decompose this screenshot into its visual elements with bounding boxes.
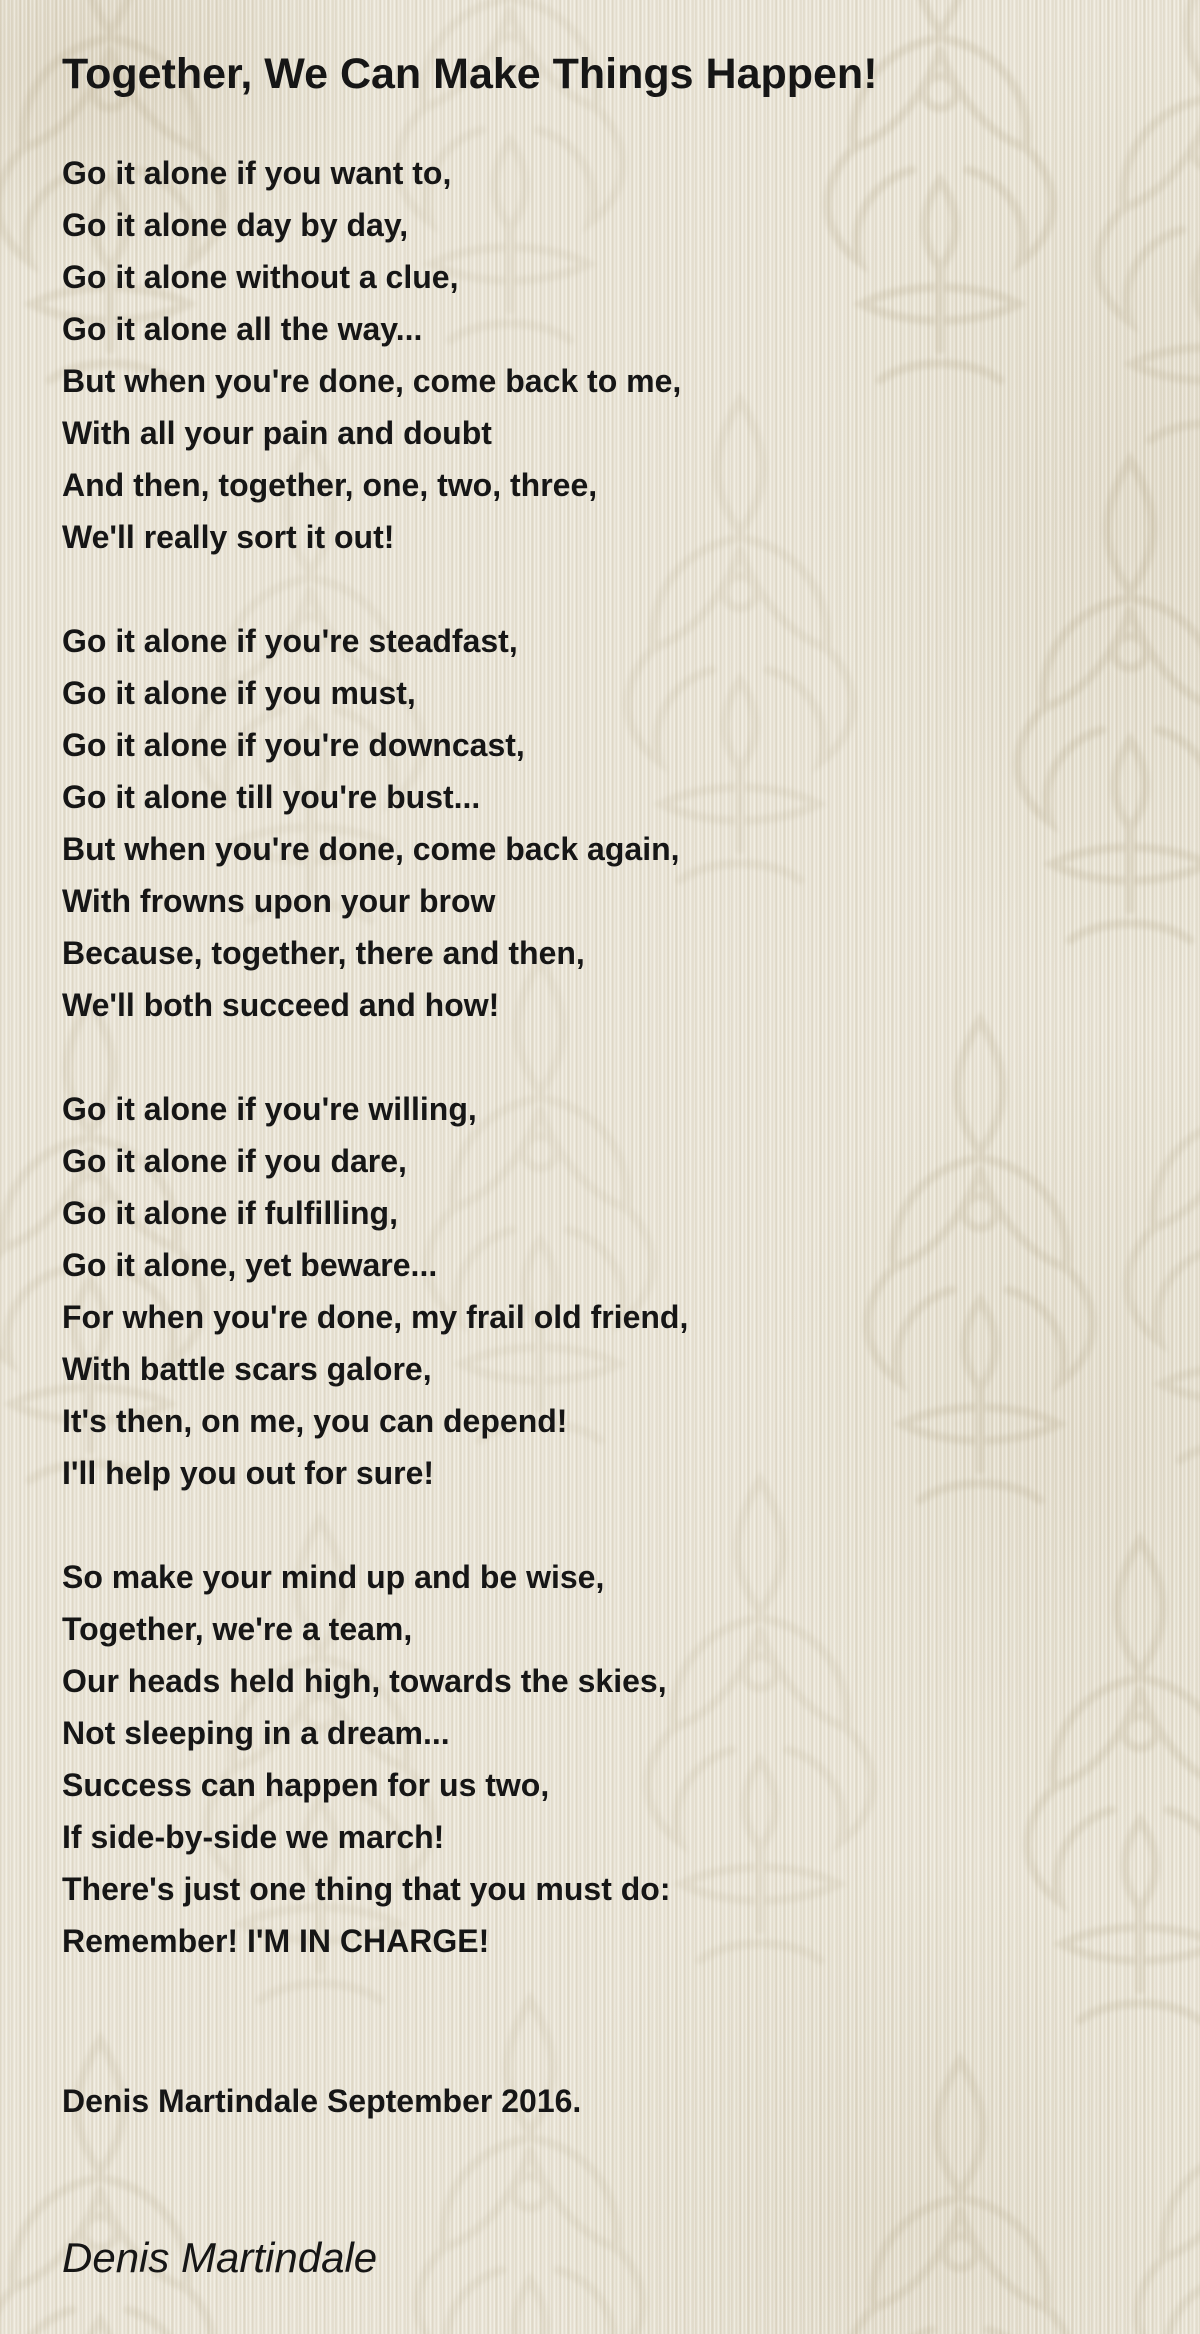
poem-line: Go it alone day by day, (62, 207, 409, 243)
poem-line: With all your pain and doubt (62, 415, 492, 451)
stanza (62, 615, 1150, 1031)
stanza (62, 1083, 1150, 1499)
poem-line: Go it alone if you're willing, (62, 1091, 477, 1127)
poem-line: And then, together, one, two, three, (62, 467, 598, 503)
poem-line: Go it alone if you're downcast, (62, 727, 525, 763)
poem-line: Our heads held high, towards the skies, (62, 1663, 667, 1699)
poem-line: There's just one thing that you must do: (62, 1871, 671, 1907)
poem-line: With frowns upon your brow (62, 883, 496, 919)
poem-line: Go it alone if you dare, (62, 1143, 407, 1179)
poem-line: So make your mind up and be wise, (62, 1559, 605, 1595)
poem-line: Go it alone till you're bust... (62, 779, 481, 815)
attribution-line: Denis Martindale September 2016. (62, 2083, 582, 2119)
poem-line: It's then, on me, you can depend! (62, 1403, 568, 1439)
poem-line: We'll both succeed and how! (62, 987, 500, 1023)
poem-line: Not sleeping in a dream... (62, 1715, 450, 1751)
poem-body (62, 147, 1150, 1967)
poem-line: Go it alone if you must, (62, 675, 416, 711)
poem-line: Go it alone if you're steadfast, (62, 623, 518, 659)
poem-line: Success can happen for us two, (62, 1767, 550, 1803)
poem-line: Remember! I'M IN CHARGE! (62, 1923, 490, 1959)
poem-line: We'll really sort it out! (62, 519, 395, 555)
poem-line: Because, together, there and then, (62, 935, 585, 971)
poem-line: With battle scars galore, (62, 1351, 432, 1387)
poet-signature: Denis Martindale (62, 2234, 378, 2281)
poem-line: Go it alone if fulfilling, (62, 1195, 398, 1231)
poem-line: But when you're done, come back again, (62, 831, 680, 867)
poem-line: Go it alone without a clue, (62, 259, 459, 295)
poem-line: Go it alone all the way... (62, 311, 423, 347)
stanza (62, 1551, 1150, 1967)
poem-line: If side-by-side we march! (62, 1819, 445, 1855)
poem-line: I'll help you out for sure! (62, 1455, 435, 1491)
stanza (62, 147, 1150, 563)
poem-line: But when you're done, come back to me, (62, 363, 682, 399)
poem-line: Together, we're a team, (62, 1611, 413, 1647)
poem-line: Go it alone if you want to, (62, 155, 452, 191)
poem-line: For when you're done, my frail old friend, (62, 1299, 689, 1335)
poem-line: Go it alone, yet beware... (62, 1247, 438, 1283)
poem-title: Together, We Can Make Things Happen! (62, 50, 878, 98)
